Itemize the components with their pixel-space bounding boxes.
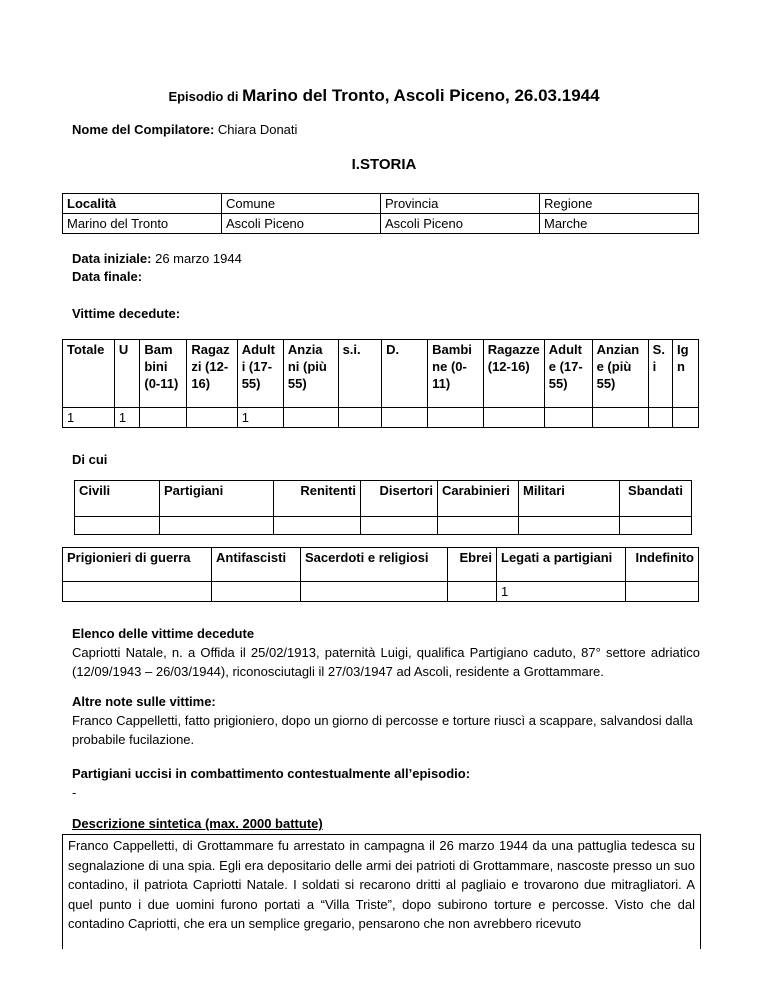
descrizione-heading: Descrizione sintetica (max. 2000 battute): [72, 816, 323, 831]
location-header-localita: Località: [63, 194, 222, 214]
start-date-line: [72, 250, 242, 268]
dicui-value-partigiani: [160, 517, 274, 535]
victims-header-d: D.: [382, 340, 428, 408]
victims-value-bambine: [428, 408, 484, 428]
victims-value-anziane: [592, 408, 648, 428]
location-header-regione: Regione: [540, 194, 699, 214]
dicui-table-2: [62, 547, 699, 602]
victims-label: Vittime decedute:: [72, 306, 181, 321]
victims-header-anziane: Anzian e (più 55): [592, 340, 648, 408]
dicui-value-carabinieri: [438, 517, 519, 535]
dicui-header-ebrei: Ebrei: [448, 548, 497, 582]
victims-value-ragazze: [483, 408, 544, 428]
victims-value-anziani: [283, 408, 338, 428]
episode-title: [0, 86, 768, 106]
dicui-label: Di cui: [72, 452, 108, 467]
location-header-comune: Comune: [221, 194, 380, 214]
victims-value-u: 1: [114, 408, 140, 428]
dicui-value-civili: [75, 517, 160, 535]
dicui-header-renitenti: Renitenti: [274, 481, 361, 517]
dicui-value-militari: [519, 517, 620, 535]
dicui-value-ebrei: [448, 582, 497, 602]
section-title: I.STORIA: [351, 156, 417, 173]
episode-name: Marino del Tronto, Ascoli Piceno, 26.03.1944: [242, 86, 600, 105]
elenco-heading: Elenco delle vittime decedute: [72, 626, 255, 641]
victims-header-anziani: Anzia ni (più 55): [283, 340, 338, 408]
dicui-value-sbandati: [620, 517, 692, 535]
victims-header-adulte: Adult e (17-55): [544, 340, 592, 408]
dicui-table-1: [74, 480, 692, 535]
victims-value-si-f: [648, 408, 672, 428]
dicui-header-carabinieri: Carabinieri: [438, 481, 519, 517]
dates-block: [72, 250, 242, 286]
location-value-regione: Marche: [540, 214, 699, 234]
compiler-label: Nome del Compilatore:: [72, 122, 215, 137]
elenco-section: [72, 624, 700, 681]
end-date-label: Data finale:: [72, 269, 143, 284]
dicui-header-partigiani: Partigiani: [160, 481, 274, 517]
victims-value-adulti: 1: [237, 408, 283, 428]
descrizione-text: Franco Cappelletti, di Grottammare fu arrestato in campagna il 26 marzo 1944 da una pattuglia tedesca su segnalazione di una spia. Egli era depositario delle armi dei patrioti di Grottammare, nascoste presso un suo contadino, il patriota Capriotti Natale. I soldati si recarono dritti al pagliaio e trovarono due mitragliatori. A quel punto i due uomini furono portati a “Villa Triste”, dopo subirono torture e percosse. Visto che dal contadino Capriotti, che era un semplice gregario, pensarono che non avrebbero ricevuto: [62, 834, 701, 949]
victims-value-si: [338, 408, 382, 428]
victims-value-bambini: [140, 408, 187, 428]
location-value-comune: Ascoli Piceno: [221, 214, 380, 234]
victims-header-ragazze: Ragazze (12-16): [483, 340, 544, 408]
episode-prefix: Episodio di: [168, 89, 239, 104]
victims-header-bambini: Bam bini (0-11): [140, 340, 187, 408]
start-date-label: Data iniziale:: [72, 251, 152, 266]
victims-value-ragazzi: [187, 408, 237, 428]
dicui-header-prigionieri: Prigionieri di guerra: [63, 548, 212, 582]
dicui-header-antifascisti: Antifascisti: [212, 548, 301, 582]
dicui-value-disertori: [361, 517, 438, 535]
location-value-localita: Marino del Tronto: [63, 214, 222, 234]
partigiani-uccisi-heading: Partigiani uccisi in combattimento contestualmente all’episodio:: [72, 766, 471, 781]
dicui-header-civili: Civili: [75, 481, 160, 517]
dicui-value-renitenti: [274, 517, 361, 535]
victims-value-adulte: [544, 408, 592, 428]
location-header-provincia: Provincia: [380, 194, 539, 214]
location-table: [62, 193, 699, 234]
dicui-value-sacerdoti: [301, 582, 448, 602]
victims-header-si-f: S. i: [648, 340, 672, 408]
victims-header-ign: Ig n: [673, 340, 699, 408]
victims-header-totale: Totale: [63, 340, 115, 408]
victims-header-adulti: Adult i (17-55): [237, 340, 283, 408]
victims-table: [62, 339, 699, 428]
dicui-header-disertori: Disertori: [361, 481, 438, 517]
victims-header-u: U: [114, 340, 140, 408]
dicui-header-legati: Legati a partigiani: [497, 548, 626, 582]
compiler-name: Chiara Donati: [217, 122, 298, 137]
victims-header-bambine: Bambi ne (0-11): [428, 340, 484, 408]
dicui-value-antifascisti: [212, 582, 301, 602]
altre-note-text: Franco Cappelletti, fatto prigioniero, dopo un giorno di percosse e torture riuscì a scappare, salvandosi dalla probabile fucilazione.: [72, 713, 693, 747]
altre-note-section: [72, 692, 700, 749]
dicui-header-indefinito: Indefinito: [626, 548, 699, 582]
dicui-value-indefinito: [626, 582, 699, 602]
location-value-provincia: Ascoli Piceno: [380, 214, 539, 234]
altre-note-heading: Altre note sulle vittime:: [72, 694, 216, 709]
victims-header-si: s.i.: [338, 340, 382, 408]
victims-value-totale: 1: [63, 408, 115, 428]
dicui-value-prigionieri: [63, 582, 212, 602]
partigiani-uccisi-section: [72, 764, 700, 802]
dicui-value-legati: 1: [497, 582, 626, 602]
start-date-value: 26 marzo 1944: [155, 251, 242, 266]
victims-header-ragazzi: Ragaz zi (12-16): [187, 340, 237, 408]
dicui-header-militari: Militari: [519, 481, 620, 517]
victims-value-ign: [673, 408, 699, 428]
elenco-text: Capriotti Natale, n. a Offida il 25/02/1913, paternità Luigi, qualifica Partigiano caduto, 87° settore adriatico (12/09/1943 – 26/03/1944), riconosciutagli il 27/03/1947 ad Ascoli, residente a Grottammare.: [72, 645, 700, 679]
dicui-header-sbandati: Sbandati: [620, 481, 692, 517]
victims-value-d: [382, 408, 428, 428]
end-date-line: [72, 268, 242, 286]
compiler-line: [72, 122, 297, 137]
dicui-header-sacerdoti: Sacerdoti e religiosi: [301, 548, 448, 582]
partigiani-uccisi-text: -: [72, 785, 77, 800]
